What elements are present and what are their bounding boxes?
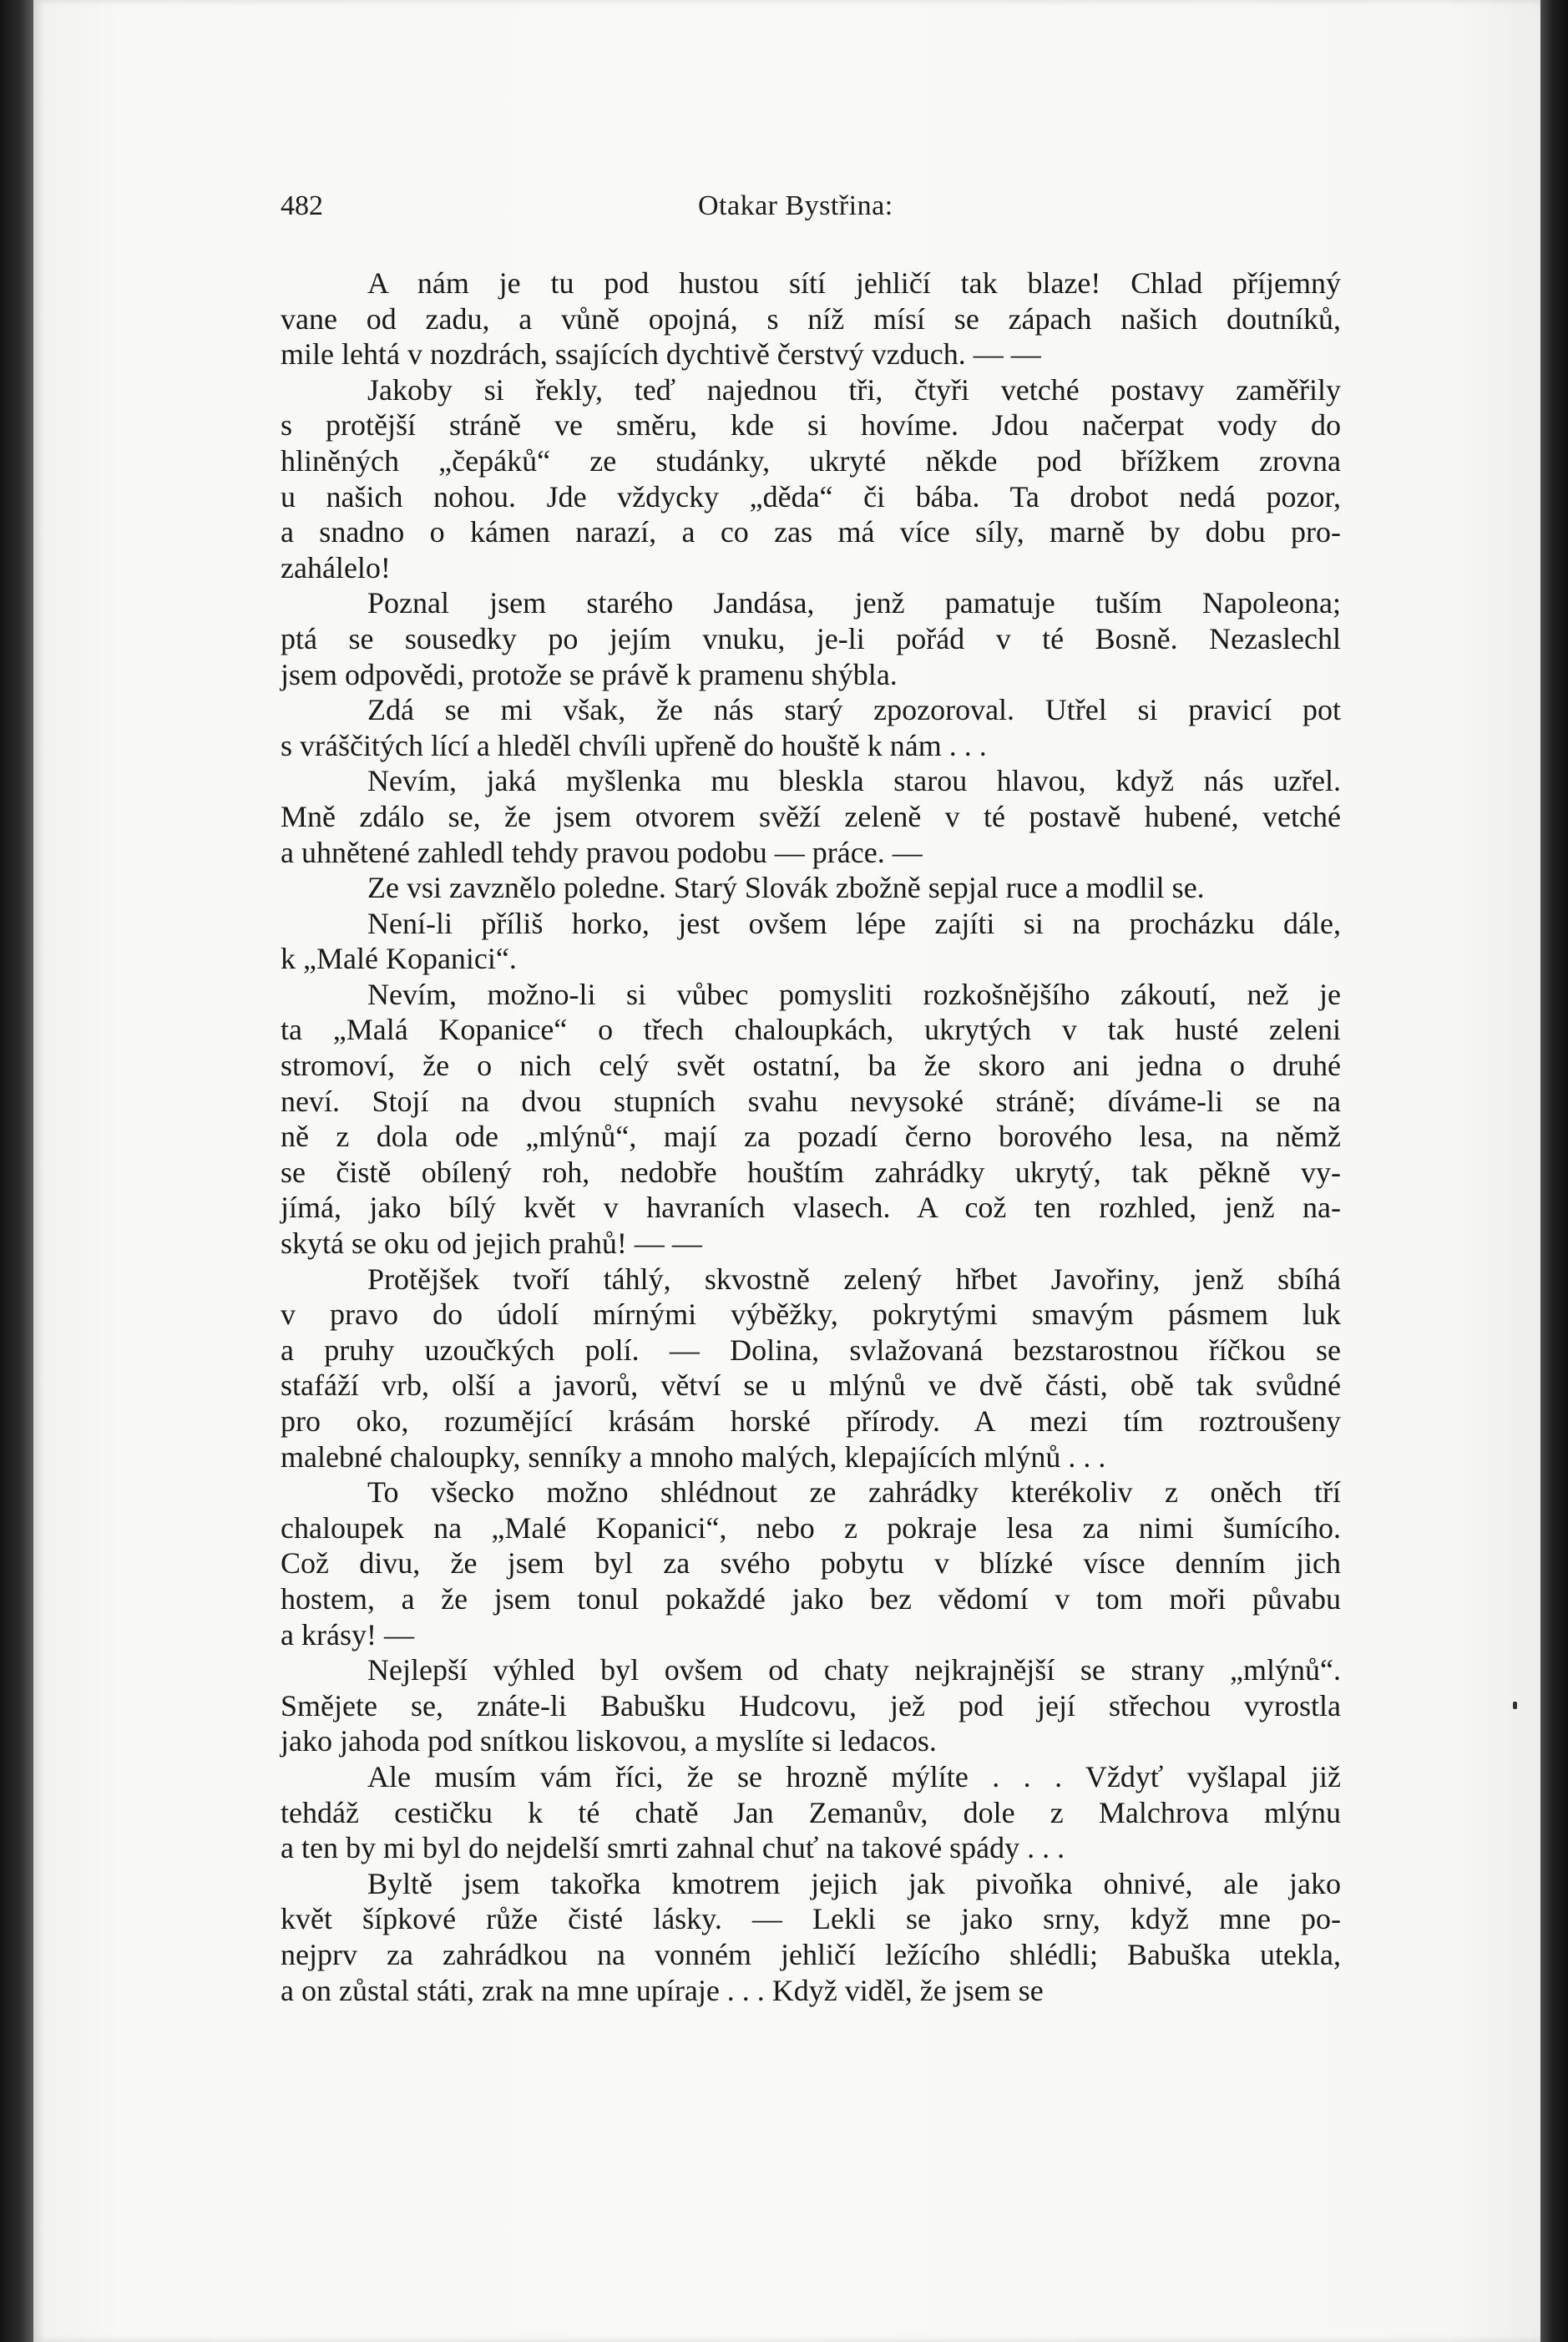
text-line: hliněných „čepáků“ ze studánky, ukryté někde pod břížkem zrovna bbox=[281, 443, 1341, 478]
text-line: Mně zdálo se, že jsem otvorem svěží zeleně v té postavě hubené, vetché bbox=[281, 799, 1341, 833]
text-line: zahálelo! bbox=[281, 550, 391, 584]
page-header bbox=[281, 190, 1341, 232]
text-line: mile lehtá v nozdrách, ssajících dychtivě čerstvý vzduch. — — bbox=[281, 337, 1041, 372]
text-line: jsem odpovědi, protože se právě k pramenu shýbla. bbox=[281, 657, 898, 691]
text-line: Nejlepší výhled byl ovšem od chaty nejkrajnější se strany „mlýnů“. bbox=[367, 1653, 1341, 1687]
scan-speck bbox=[1513, 1702, 1517, 1709]
text-line: stromoví, že o nich celý svět ostatní, ba že skoro ani jedna o druhé bbox=[281, 1049, 1341, 1083]
text-line: ně z dola ode „mlýnů“, mají za pozadí černo borového lesa, na němž bbox=[281, 1120, 1341, 1154]
text-line: Ze vsi zavznělo poledne. Starý Slovák zbožně sepjal ruce a modlil se. bbox=[367, 871, 1205, 905]
text-line: To všecko možno shlédnout ze zahrádky kterékoliv z oněch tří bbox=[367, 1475, 1341, 1510]
paragraph bbox=[281, 585, 1341, 692]
text-line: a on zůstal státi, zrak na mne upíraje . . . Když viděl, že jsem se bbox=[281, 1973, 1044, 2007]
text-line: a pruhy uzoučkých polí. — Dolina, svlažovaná bezstarostnou říčkou se bbox=[281, 1333, 1341, 1367]
paragraph bbox=[281, 1652, 1341, 1759]
text-line: malebné chaloupky, senníky a mnoho malých, klepajících mlýnů . . . bbox=[281, 1439, 1106, 1474]
text-line: skytá se oku od jejich prahů! — — bbox=[281, 1227, 702, 1261]
text-line: v pravo do údolí mírnými výběžky, pokrytými smavým pásmem luk bbox=[281, 1297, 1341, 1332]
paragraph bbox=[281, 372, 1341, 586]
text-line: s protější stráně ve směru, kde si hovíme. Jdou načerpat vody do bbox=[281, 408, 1341, 443]
text-line: a snadno o kámen narazí, a co zas má více síly, marně by dobu pro- bbox=[281, 515, 1341, 549]
paragraph bbox=[281, 1474, 1341, 1652]
text-line: Není-li příliš horko, jest ovšem lépe zajíti si na procházku dále, bbox=[367, 906, 1341, 940]
scan-edge-left bbox=[0, 0, 33, 2342]
text-line: Poznal jsem starého Jandása, jenž pamatuje tuším Napoleona; bbox=[367, 586, 1341, 620]
paragraph bbox=[281, 692, 1341, 763]
text-line: k „Malé Kopanici“. bbox=[281, 942, 517, 976]
scan-edge-right bbox=[1540, 0, 1568, 2342]
paragraph bbox=[281, 266, 1341, 372]
paragraph bbox=[281, 763, 1341, 870]
paragraph bbox=[281, 977, 1341, 1262]
text-line: Smějete se, znáte-li Babušku Hudcovu, jež pod její střechou vyrostla bbox=[281, 1688, 1341, 1722]
text-line: ta „Malá Kopanice“ o třech chaloupkách, ukrytých v tak husté zeleni bbox=[281, 1013, 1341, 1047]
page-number: 482 bbox=[281, 190, 323, 221]
text-line: Nevím, jaká myšlenka mu bleskla starou hlavou, když nás uzřel. bbox=[367, 764, 1341, 798]
paragraph bbox=[281, 870, 1341, 906]
text-line: jímá, jako bílý květ v havraních vlasech. A což ten rozhled, jenž na- bbox=[281, 1191, 1341, 1225]
text-line: Což divu, že jsem byl za svého pobytu v blízké vísce denním jich bbox=[281, 1546, 1341, 1581]
text-line: s vráščitých lící a hleděl chvíli upřeně do houště k nám . . . bbox=[281, 728, 987, 762]
text-line: a uhnětené zahledl tehdy pravou podobu — práce. — bbox=[281, 835, 923, 869]
text-line: ptá se sousedky po jejím vnuku, je-li pořád v té Bosně. Nezaslechl bbox=[281, 621, 1341, 655]
text-line: květ šípkové růže čisté lásky. — Lekli se jako srny, když mne po- bbox=[281, 1902, 1341, 1936]
text-line: neví. Stojí na dvou stupních svahu nevysoké stráně; díváme-li se na bbox=[281, 1084, 1341, 1118]
text-line: jako jahoda pod snítkou liskovou, a myslíte si ledacos. bbox=[281, 1724, 937, 1758]
paragraph bbox=[281, 1262, 1341, 1475]
text-line: chaloupek na „Malé Kopanici“, nebo z pokraje lesa za nimi šumícího. bbox=[281, 1510, 1341, 1545]
text-line: Jakoby si řekly, teď najednou tři, čtyři vetché postavy zaměřily bbox=[367, 372, 1341, 407]
text-line: pro oko, rozumějící krásám horské přírody. A mezi tím roztroušeny bbox=[281, 1404, 1341, 1438]
paragraph bbox=[281, 1759, 1341, 1866]
text-line: Protějšek tvoří táhlý, skvostně zelený hřbet Javořiny, jenž sbíhá bbox=[367, 1262, 1341, 1296]
text-line: tehdáž cestičku k té chatě Jan Zemanův, dole z Malchrova mlýnu bbox=[281, 1795, 1341, 1829]
text-line: u našich nohou. Jde vždycky „děda“ či bába. Ta drobot nedá pozor, bbox=[281, 479, 1341, 513]
text-line: nejprv za zahrádkou na vonném jehličí ležícího shlédli; Babuška utekla, bbox=[281, 1937, 1341, 1971]
text-line: a krásy! — bbox=[281, 1617, 414, 1652]
running-head: Otakar Bystřina: bbox=[698, 190, 893, 221]
paragraph bbox=[281, 1866, 1341, 2008]
paragraph bbox=[281, 906, 1341, 977]
text-line: Byltě jsem takořka kmotrem jejich jak pivoňka ohnivé, ale jako bbox=[367, 1866, 1341, 1900]
text-line: Zdá se mi však, že nás starý zpozoroval. Utřel si pravicí pot bbox=[367, 693, 1341, 727]
text-line: a ten by mi byl do nejdelší smrti zahnal chuť na takové spády . . . bbox=[281, 1831, 1065, 1865]
text-line: stafáží vrb, olší a javorů, větví se u mlýnů ve dvě části, obě tak svůdné bbox=[281, 1368, 1341, 1403]
text-line: hostem, a že jsem tonul pokaždé jako bez vědomí v tom moři půvabu bbox=[281, 1581, 1341, 1616]
text-line: se čistě obílený roh, nedobře houštím zahrádky ukrytý, tak pěkně vy- bbox=[281, 1155, 1341, 1189]
text-line: Ale musím vám říci, že se hrozně mýlíte . . . Vždyť vyšlapal již bbox=[367, 1759, 1341, 1793]
body-text bbox=[281, 266, 1341, 2008]
text-line: Nevím, možno-li si vůbec pomysliti rozkošnějšího zákoutí, než je bbox=[367, 977, 1341, 1011]
text-line: vane od zadu, a vůně opojná, s níž mísí se zápach našich doutníků, bbox=[281, 301, 1341, 336]
text-line: A nám je tu pod hustou sítí jehličí tak blaze! Chlad příjemný bbox=[367, 266, 1341, 300]
